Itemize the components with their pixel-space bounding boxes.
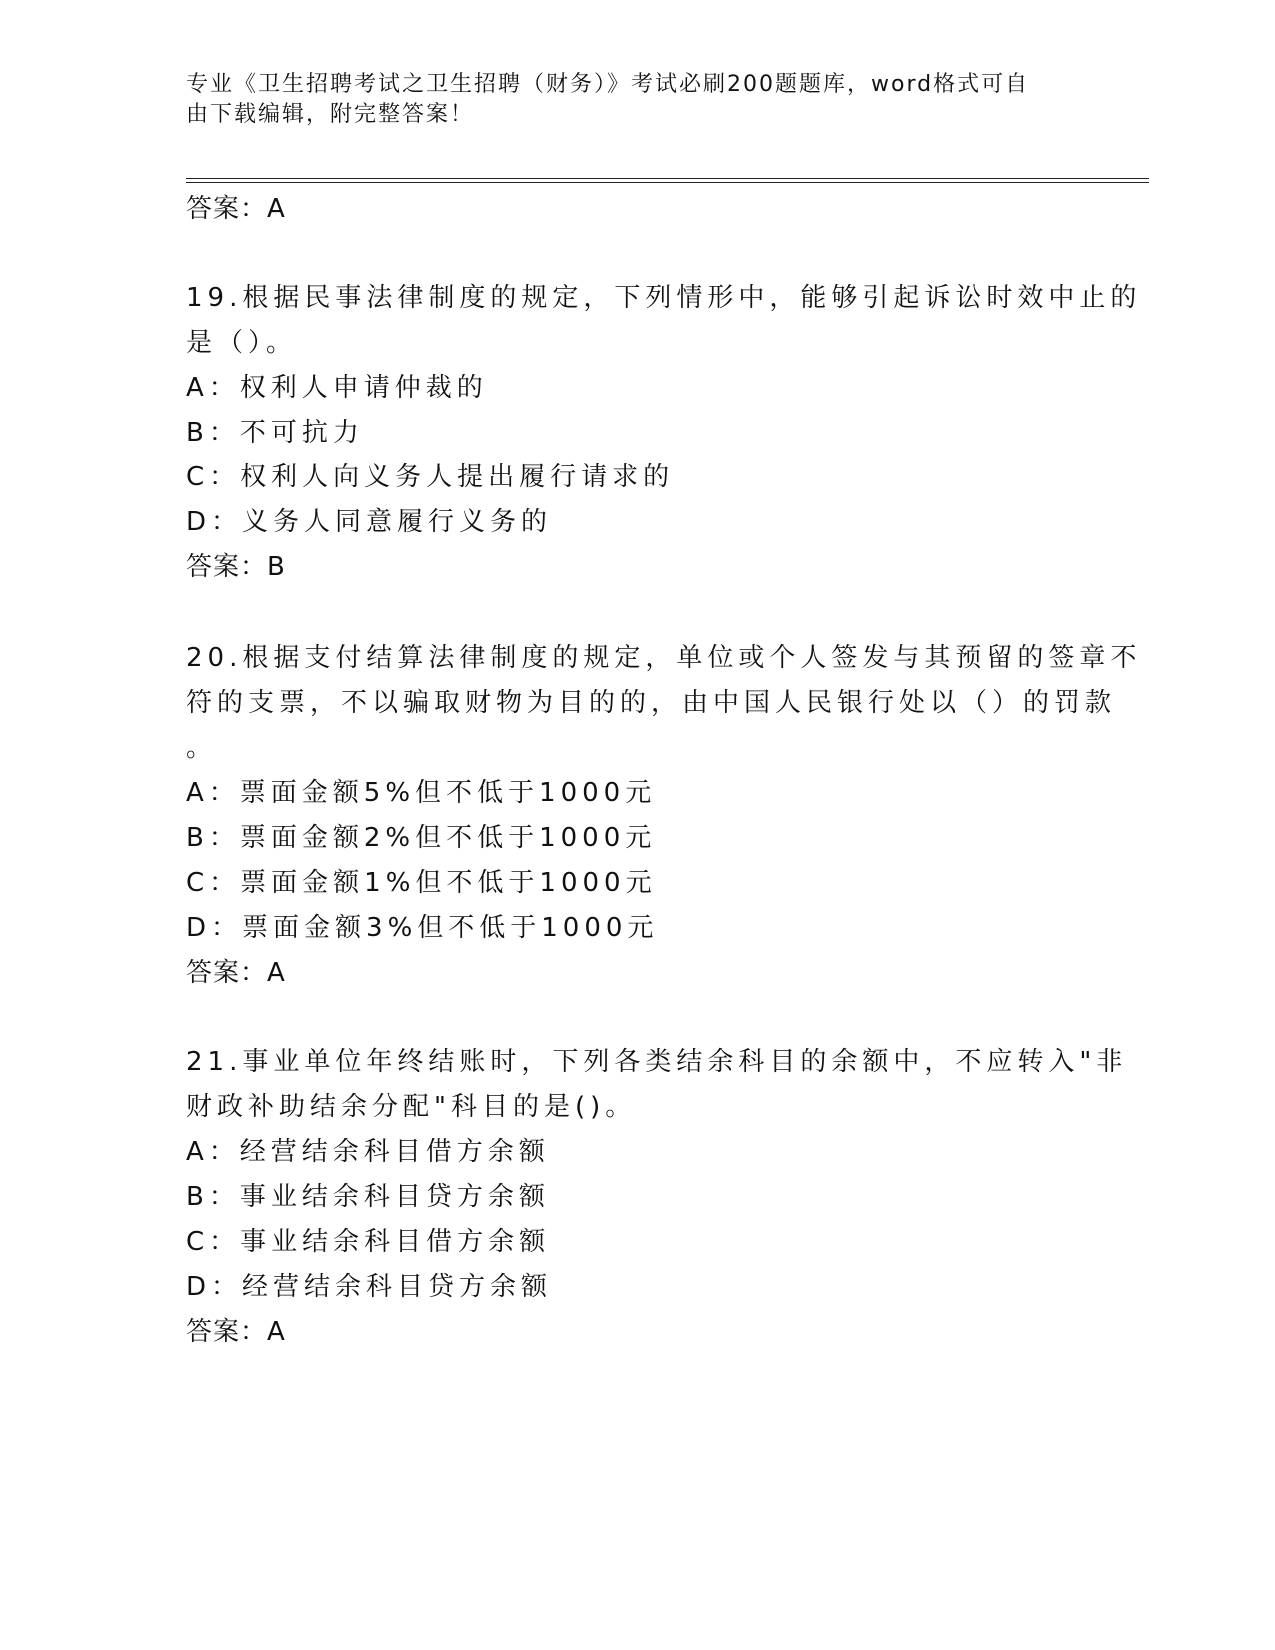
option-b: B：票面金额2%但不低于1000元 [186, 823, 657, 853]
header-line-1: 专业《卫生招聘考试之卫生招聘（财务）》考试必刷200题题库，word格式可自 [186, 72, 1030, 97]
answer: 答案：A [186, 958, 286, 988]
answer: 答案：A [186, 1317, 286, 1347]
option-d: D：经营结余科目贷方余额 [186, 1272, 553, 1302]
question-stem-line: 。 [186, 733, 218, 763]
question-stem-line: 是（）。 [186, 328, 298, 358]
answer-previous: 答案：A [186, 194, 286, 224]
header-line-2: 由下载编辑，附完整答案！ [186, 102, 475, 127]
answer: 答案：B [186, 552, 286, 582]
question-stem-line: 财政补助结余分配"科目的是()。 [186, 1092, 637, 1122]
option-b: B：不可抗力 [186, 418, 364, 448]
option-d: D：票面金额3%但不低于1000元 [186, 913, 659, 943]
question-stem-line: 20.根据支付结算法律制度的规定，单位或个人签发与其预留的签章不 [186, 643, 1142, 673]
option-c: C：票面金额1%但不低于1000元 [186, 868, 657, 898]
option-b: B：事业结余科目贷方余额 [186, 1182, 550, 1212]
option-a: A：经营结余科目借方余额 [186, 1137, 550, 1167]
option-c: C：权利人向义务人提出履行请求的 [186, 462, 675, 492]
question-stem-line: 19.根据民事法律制度的规定，下列情形中，能够引起诉讼时效中止的 [186, 283, 1142, 313]
option-d: D：义务人同意履行义务的 [186, 507, 553, 537]
page-header [186, 70, 1066, 130]
question-stem-line: 21.事业单位年终结账时，下列各类结余科目的余额中，不应转入"非 [186, 1047, 1128, 1077]
question-stem-line: 符的支票，不以骗取财物为目的的，由中国人民银行处以（）的罚款 [186, 688, 1117, 718]
option-a: A：票面金额5%但不低于1000元 [186, 778, 657, 808]
option-a: A：权利人申请仲裁的 [186, 373, 488, 403]
header-divider [186, 178, 1149, 183]
option-c: C：事业结余科目借方余额 [186, 1227, 551, 1257]
